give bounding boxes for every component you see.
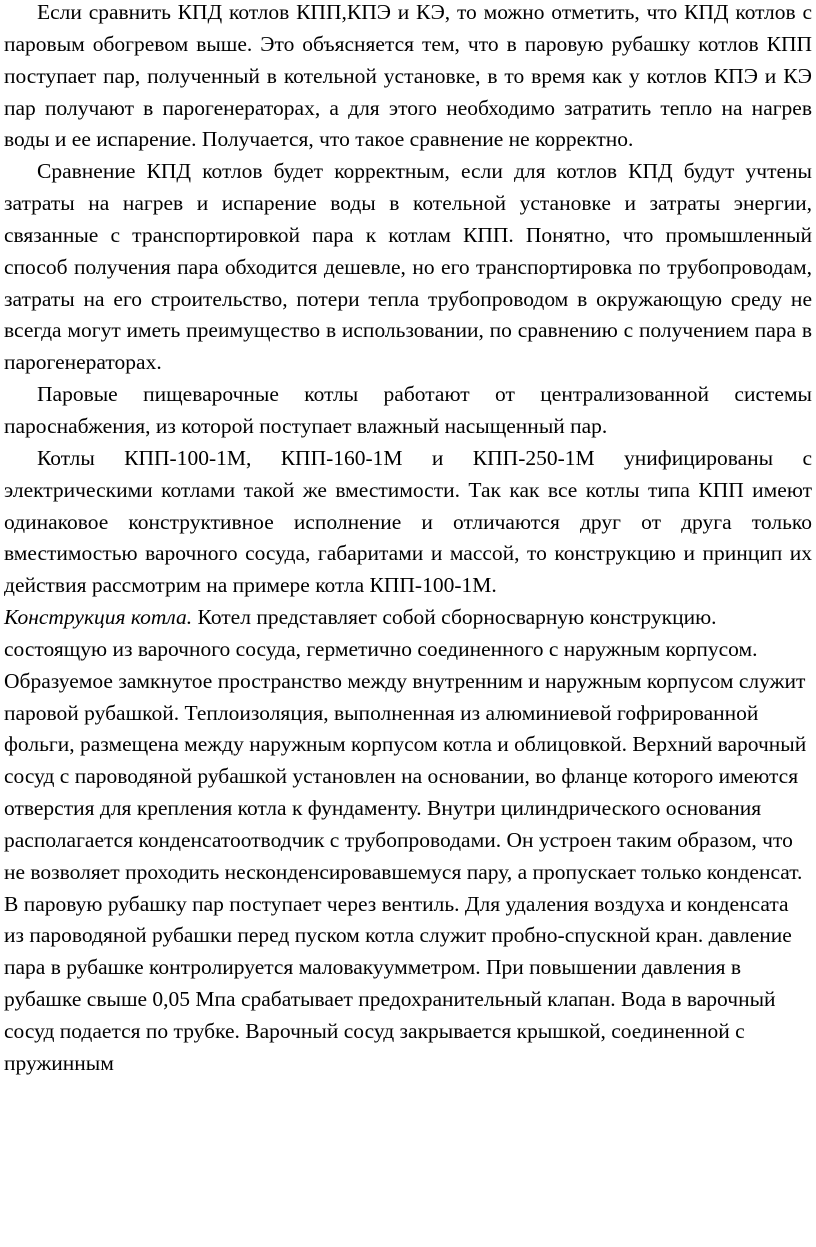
paragraph-construction-body: Котел представляет собой сборносварную конструкцию. состоящую из варочного сосуда, герметично соединенного с наружным корпусом. Образуемое замкнутое пространство между внутренним и наружным корпусом служит паровой рубашкой. Теплоизоляция, выполненная из алюминиевой гофрированной фольги, размещена между наружным корпусом котла и облицовкой. Верхний варочный сосуд с пароводяной рубашкой установлен на основании, во фланце которого имеются отверстия для крепления котла к фундаменту. Внутри цилиндрического основания располагается конденсатоотводчик с трубопроводами. Он устроен таким образом, что не возволяет проходить несконденсировавшемуся пару, а пропускает только конденсат. В паровую рубашку пар поступает через вентиль. Для удаления воздуха и конденсата из пароводяной рубашки перед пуском котла служит пробно-спускной кран. давление пара в рубашке контролируется маловакуумметром. При повышении давления в рубашке свыше 0,05 Мпа срабатывает предохранительный клапан. Вода в варочный сосуд подается по трубке. Варочный сосуд закрывается крышкой, соединенной с пружинным (4, 605, 807, 1075)
paragraph-boiler-construction (4, 602, 812, 1080)
paragraph-boiler-models: Котлы КПП-100-1М, КПП-160-1М и КПП-250-1М унифицированы с электрическими котлами такой же вместимости. Так как все котлы типа КПП имеют одинаковое конструктивное исполнение и отличаются друг от друга только вместимостью варочного сосуда, габаритами и массой, то конструкцию и принцип их действия рассмотрим на примере котла КПП-100-1М. (4, 445, 812, 598)
paragraph-efficiency-comparison: Если сравнить КПД котлов КПП,КПЭ и КЭ, то можно отметить, что КПД котлов с паровым обогревом выше. Это объясняется тем, что в паровую рубашку котлов КПП поступает пар, полученный в котельной установке, в то время как у котлов КПЭ и КЭ пар получают в парогенераторах, а для этого необходимо затратить тепло на нагрев воды и ее испарение. Получается, что такое сравнение не корректно. (4, 0, 812, 152)
paragraph-correct-comparison: Сравнение КПД котлов будет корректным, если для котлов КПД будут учтены затраты на нагрев и испарение воды в котельной установке и затраты энергии, связанные с транспортировкой пара к котлам КПП. Понятно, что промышленный способ получения пара обходится дешевле, но его транспортировка по трубопроводам, затраты на его строительство, потери тепла трубопроводом в окружающую среду не всегда могут иметь преимущество в использовании, по сравнению с получением пара в парогенераторах. (4, 159, 812, 375)
section-heading-construction: Конструкция котла. (4, 605, 193, 630)
paragraph-steam-supply: Паровые пищеварочные котлы работают от централизованной системы пароснабжения, из которой поступает влажный насыщенный пар. (4, 382, 812, 438)
